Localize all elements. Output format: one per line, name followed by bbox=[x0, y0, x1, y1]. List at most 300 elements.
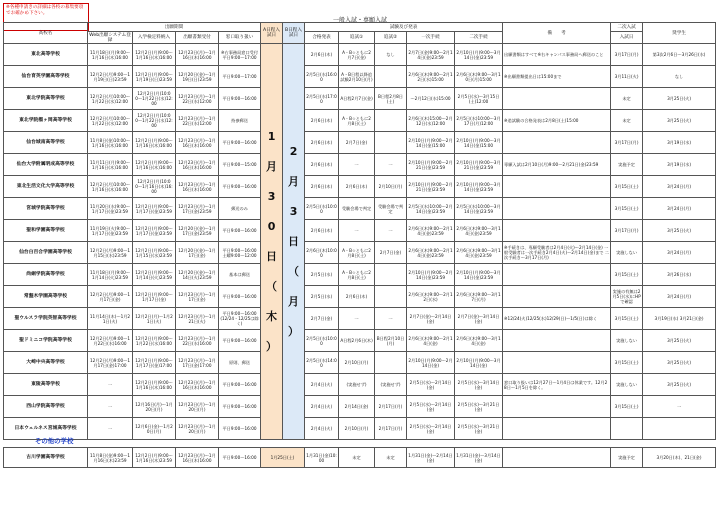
second-exam-day: 3月15日(土) bbox=[611, 264, 643, 286]
second-exam-day: 3月17日(月) bbox=[611, 220, 643, 242]
header-first: 一次手続 bbox=[407, 32, 455, 44]
first-procedure: 2月10日(月)9:00〜2月14日(金)23:59 bbox=[407, 264, 455, 286]
second-procedure: 2月6日(木)9:00〜3月14日(金) bbox=[455, 330, 503, 352]
table-row bbox=[4, 198, 716, 220]
remarks bbox=[503, 132, 611, 154]
exam-date: 1月25日(土) bbox=[261, 448, 305, 468]
table-body bbox=[4, 44, 716, 440]
window-hours: 平日9:00〜16:00 bbox=[219, 176, 261, 198]
first-procedure: 2月7日(金)〜2月14日(金) bbox=[407, 308, 455, 330]
header-web: Web出願システム登録 bbox=[89, 32, 131, 43]
remarks: ※追試験の合格発表は2月8日(土)15:00 bbox=[503, 110, 611, 132]
second-exam-day: 3月17日(月) bbox=[611, 132, 643, 154]
scholarship: 3月25日(火) bbox=[643, 374, 716, 396]
table-row bbox=[4, 44, 716, 66]
second-procedure: 2月6日(木)9:00〜3月14日(金)23:59 bbox=[455, 242, 503, 264]
second-exam-day: 3月15日(土) bbox=[611, 352, 643, 374]
school-name: 仙台大学附属明成高等学校 bbox=[4, 154, 88, 176]
docs-reception: 12月23日(月)〜1月16日(木)16:00 bbox=[176, 44, 219, 66]
add-exam-2: 一 bbox=[375, 220, 407, 242]
header-result: 合格発表 bbox=[305, 32, 339, 44]
add-exam-2: 受験会場で判定 bbox=[375, 198, 407, 220]
window-hours: 持参郵送 bbox=[219, 110, 261, 132]
first-procedure: 2月6日(木)9:00〜2月14日(金) bbox=[407, 330, 455, 352]
header-add1: 追試① bbox=[339, 32, 375, 44]
add-exam-2 bbox=[375, 66, 407, 88]
web-registration: 11月18日(月)9:00〜1月14日(火)23:59 bbox=[88, 264, 133, 286]
school-name: 東陵高等学校 bbox=[4, 374, 88, 396]
b-day-char: 2 bbox=[289, 144, 298, 158]
add-exam-1: 一 bbox=[339, 308, 375, 330]
web-registration: 一 bbox=[88, 374, 133, 396]
remarks bbox=[503, 88, 611, 110]
header-exam-group: 試験及び発表 bbox=[305, 23, 503, 32]
a-day-char: 0 bbox=[267, 219, 276, 233]
window-hours: 平日9:00〜16:00 土曜9:00〜12:00 bbox=[219, 242, 261, 264]
header-remarks: 備 考 bbox=[503, 23, 611, 44]
docs-reception: 12月23日(月)〜1月16日(木)16:00 bbox=[176, 374, 219, 396]
second-exam-day: 3月15日(土) bbox=[611, 396, 643, 418]
a-day-char: 3 bbox=[267, 189, 276, 203]
school-name: 東北学院榴ヶ岡高等学校 bbox=[4, 110, 88, 132]
add-exam-1: A・B☆ともに2月8日(土) bbox=[339, 110, 375, 132]
web-registration: 12月2日(月)10:00〜1月16日(木)16:00 bbox=[88, 176, 133, 198]
first-procedure: 2月5日(水)〜2月14日(金) bbox=[407, 396, 455, 418]
exam-fee: 12月2日(月)9:00〜1月16日(木)16:00 bbox=[133, 132, 176, 154]
remarks bbox=[503, 448, 611, 468]
add-exam-1: A・B日程以降追試験2月10日(月) bbox=[339, 66, 375, 88]
add-exam-1: 受験会場で判定 bbox=[339, 198, 375, 220]
first-procedure: 2月6日(木)15:00〜2月12日(水)12:00 bbox=[407, 110, 455, 132]
second-procedure: 2月10日(月)9:00〜3月21日(金)23:59 bbox=[455, 154, 503, 176]
scholarship: 3月26日(水) bbox=[643, 264, 716, 286]
second-exam-day: 実施予定 bbox=[611, 448, 643, 468]
school-name: 聖ドミニコ学院高等学校 bbox=[4, 330, 88, 352]
add-exam-2: 2月7日(金) bbox=[375, 242, 407, 264]
exam-fee: 12月2日(月)9:00〜1月17日(金)23:59 bbox=[133, 220, 176, 242]
second-procedure: 2月10日(月)9:00〜3月14日(金)23:59 bbox=[455, 264, 503, 286]
docs-reception: 12月23日(月)〜1月21日(火) bbox=[176, 308, 219, 330]
school-name: 東北学院高等学校 bbox=[4, 88, 88, 110]
result-date: 2月7日(金) bbox=[305, 308, 339, 330]
scholarship: 3月24日(月) bbox=[643, 176, 716, 198]
remarks bbox=[503, 176, 611, 198]
web-registration: 11月11日(月)9:00〜1月16日(木)16:00 bbox=[88, 154, 133, 176]
scholarship: 3月25日(火) bbox=[643, 88, 716, 110]
docs-reception: 12月23日(月)〜1月22日(水)12:00 bbox=[176, 88, 219, 110]
school-name: 仙台城南高等学校 bbox=[4, 132, 88, 154]
second-procedure: 2月6日(木)9:00〜3月14日(金)23:59 bbox=[455, 220, 503, 242]
second-exam-day: 3月17日(月) bbox=[611, 44, 643, 66]
add-exam-1: 2月7日(金) bbox=[339, 132, 375, 154]
docs-reception: 12月20日(金)〜1月17日(金)23:59 bbox=[176, 220, 219, 242]
add-exam-2 bbox=[375, 132, 407, 154]
add-exam-1: (実施せず) bbox=[339, 374, 375, 396]
window-hours: 平日9:00〜16:00 bbox=[219, 330, 261, 352]
header-a-day: A日程入試日 bbox=[261, 23, 283, 44]
notice-box: ※各種申請きの詳細は各校の募集要項でお確かめ下さい。 bbox=[3, 3, 89, 31]
school-name: 常盤木学園高等学校 bbox=[4, 286, 88, 308]
web-registration: 一 bbox=[88, 396, 133, 418]
table-row bbox=[4, 330, 716, 352]
second-procedure: 2月10日(月)9:00〜3月14日(金)23:59 bbox=[455, 44, 503, 66]
scholarship: なし bbox=[643, 66, 716, 88]
exam-fee: 12月2日(月)9:00〜1月16日(木)16:00 bbox=[133, 374, 176, 396]
add-exam-2 bbox=[375, 264, 407, 286]
table-row bbox=[4, 154, 716, 176]
add-exam-2: 2月17日(月) bbox=[375, 418, 407, 440]
table-row bbox=[4, 242, 716, 264]
first-procedure: 2月6日(木)9:00〜2月14日(金)23:59 bbox=[407, 220, 455, 242]
main-title: 一般入試・専願入試 bbox=[332, 17, 387, 24]
exam-fee: 12月2日(月)〜1月21日(火) bbox=[133, 308, 176, 330]
header-second-exam-day: 入試日 bbox=[611, 32, 643, 44]
second-procedure: 2月5日(水)〜3月15日(土)12:00 bbox=[455, 88, 503, 110]
table-row bbox=[4, 110, 716, 132]
window-hours: 平日9:00〜16:00 bbox=[219, 286, 261, 308]
window-hours: 郵送のみ bbox=[219, 198, 261, 220]
a-day-char: 月 bbox=[266, 159, 278, 173]
b-day-char: （ bbox=[288, 264, 300, 278]
scholarship: 3月25日(火) bbox=[643, 352, 716, 374]
add-exam-1: A・B☆ともに2月7日(金) bbox=[339, 44, 375, 66]
add-exam-1: 2月6日(木) bbox=[339, 286, 375, 308]
scholarship: 3月24日(月) bbox=[643, 198, 716, 220]
add-exam-2 bbox=[375, 286, 407, 308]
remarks bbox=[503, 198, 611, 220]
table-row bbox=[4, 448, 716, 468]
table-row bbox=[4, 66, 716, 88]
exam-fee: 12月2日(月)9:00〜1月16日(木)23:59 bbox=[133, 448, 176, 468]
add-exam-1: 一 bbox=[339, 220, 375, 242]
second-exam-day: 実施しない bbox=[611, 374, 643, 396]
table-row bbox=[4, 374, 716, 396]
result-date: 2月6日(木) bbox=[305, 220, 339, 242]
other-schools-table bbox=[3, 447, 716, 468]
school-name: 古川学園高等学校 bbox=[4, 448, 88, 468]
first-procedure: 2月10日(月)9:00〜2月21日(金)23:59 bbox=[407, 154, 455, 176]
scholarship: 3月25日(火) bbox=[643, 220, 716, 242]
window-hours: 平日9:00〜17:00 bbox=[219, 66, 261, 88]
remarks: ※出願書類提出日は15:00まで bbox=[503, 66, 611, 88]
header-docs: 出願書類受付 bbox=[176, 32, 219, 44]
header-school: 高校名 bbox=[4, 23, 88, 44]
b-day-char: 日 bbox=[288, 234, 300, 248]
a-day-char: 1 bbox=[267, 129, 276, 143]
table-row bbox=[4, 132, 716, 154]
add-exam-1: 未定 bbox=[339, 448, 375, 468]
first-procedure: 〜2月12日(水)15:00 bbox=[407, 88, 455, 110]
exam-fee: 12月2日(月)9:00〜1月19日(日)23:59 bbox=[133, 66, 176, 88]
docs-reception: 12月23日(月)〜1月20日(月) bbox=[176, 418, 219, 440]
add-exam-1: 2月6日(木) bbox=[339, 176, 375, 198]
add-exam-1: A・B☆ともに2月8日(土) bbox=[339, 264, 375, 286]
school-name: 東北生活文化大学高等学校 bbox=[4, 176, 88, 198]
result-date: 2月4日(火) bbox=[305, 374, 339, 396]
remarks bbox=[503, 352, 611, 374]
exam-fee: 12月2日(月)9:00〜1月14日(火)23:59 bbox=[133, 264, 176, 286]
scholarship: 3月20日(木)、21日(金) bbox=[643, 448, 716, 468]
docs-reception: 12月23日(月)〜1月17日(金)23:59 bbox=[176, 198, 219, 220]
docs-reception: 12月23日(月)〜1月16日(木)16:00 bbox=[176, 154, 219, 176]
second-procedure: 2月5日(水)〜3月21日(金) bbox=[455, 418, 503, 440]
exam-fee: 12月6日(金)〜1月20日(月) bbox=[133, 418, 176, 440]
second-procedure: 2月5日(水)10:00〜3月17日(月)12:00 bbox=[455, 110, 503, 132]
result-date: 2月6日(木) bbox=[305, 154, 339, 176]
b-day-vertical bbox=[283, 44, 305, 440]
exam-fee: 12月2日(月)9:00〜1月17日(金) bbox=[133, 286, 176, 308]
web-registration: 12月2日(月)10:00〜1月22日(水)12:00 bbox=[88, 110, 133, 132]
web-registration: 一 bbox=[88, 418, 133, 440]
scholarship: 3月19日(水) bbox=[643, 154, 716, 176]
add-exam-1: A日程2月7日(金) bbox=[339, 88, 375, 110]
b-day-char: 月 bbox=[288, 174, 300, 188]
a-day-char: 日 bbox=[266, 249, 278, 263]
window-hours: 平日9:00〜16:00 bbox=[219, 88, 261, 110]
result-date: 2月6日(木) bbox=[305, 176, 339, 198]
scholarship: 3月24日(月) bbox=[643, 242, 716, 264]
scholarship: 3月19日(水) 3月21日(金) bbox=[643, 308, 716, 330]
add-exam-1: 2月14日(金) bbox=[339, 396, 375, 418]
first-procedure: 1月31日(金)〜2月14日(金) bbox=[407, 448, 455, 468]
web-registration: 12月2日(月)9:00〜1月17日(金)17:00 bbox=[88, 352, 133, 374]
second-exam-day: 3月15日(土) bbox=[611, 308, 643, 330]
result-date: 2月6日(木)10:00 bbox=[305, 242, 339, 264]
header-window: 窓口取り扱い bbox=[219, 32, 261, 44]
remarks bbox=[503, 286, 611, 308]
remarks bbox=[503, 418, 611, 440]
school-name: 宮城学院高等学校 bbox=[4, 198, 88, 220]
scholarship: 第3次2月6日〜3月26日(水) bbox=[643, 44, 716, 66]
web-registration: 12月2日(月)10:00〜1月22日(水)12:00 bbox=[88, 88, 133, 110]
window-hours: 平日9:00〜16:00 bbox=[219, 374, 261, 396]
result-date: 2月5日(水)10:00 bbox=[305, 198, 339, 220]
exam-fee: 12月2日(月)9:00〜1月17日(金)23:59 bbox=[133, 198, 176, 220]
table-row bbox=[4, 88, 716, 110]
window-hours: 基本は郵送 bbox=[219, 264, 261, 286]
docs-reception: 12月23日(月)〜1月17日(金) bbox=[176, 286, 219, 308]
result-date: 2月6日(木) bbox=[305, 110, 339, 132]
docs-reception: 12月23日(月)〜1月16日(木)16:00 bbox=[176, 176, 219, 198]
window-hours: 平日9:00〜16:00 bbox=[219, 448, 261, 468]
first-procedure: 2月10日(月)9:00〜2月14日(金) bbox=[407, 352, 455, 374]
add-exam-2: 一 bbox=[375, 308, 407, 330]
add-exam-2: 2月17日(月) bbox=[375, 396, 407, 418]
docs-reception: 12月23日(月)〜1月16日(木)16:00 bbox=[176, 448, 219, 468]
exam-fee: 12月2日(月)9:00〜1月16日(木)16:00 bbox=[133, 44, 176, 66]
docs-reception: 12月23日(月)〜1月22日(水)12:00 bbox=[176, 110, 219, 132]
add-exam-1: A日程2月6日(木) bbox=[339, 330, 375, 352]
scholarship: 3月25日(火) bbox=[643, 110, 716, 132]
first-procedure: 2月5日(水)〜2月14日(金) bbox=[407, 374, 455, 396]
school-name: 聖ウルスラ学院英智高等学校 bbox=[4, 308, 88, 330]
scholarship: 一 bbox=[643, 396, 716, 418]
docs-reception: 12月23日(月)〜1月17日(金)17:00 bbox=[176, 352, 219, 374]
header-application-period: 出願期間 bbox=[88, 23, 261, 32]
a-day-vertical bbox=[261, 44, 283, 440]
result-date: 2月5日(水) bbox=[305, 286, 339, 308]
web-registration: 12月2日(月)9:00〜1月15日(水)23:59 bbox=[88, 242, 133, 264]
web-registration: 11月8日(金)10:00〜1月16日(木)16:00 bbox=[88, 132, 133, 154]
docs-reception: 12月20日(金)〜1月17日(金) bbox=[176, 242, 219, 264]
second-procedure: 2月10日(月)9:00〜3月14日(金)23:59 bbox=[455, 176, 503, 198]
docs-reception: 12月23日(月)〜1月20日(月) bbox=[176, 396, 219, 418]
window-hours: 平日9:00〜16:00 (12/24・12/25は除く) bbox=[219, 308, 261, 330]
second-procedure: 2月5日(水)10:00〜3月14日(金)23:59 bbox=[455, 198, 503, 220]
exam-fee: 12月2日(月)9:00〜1月15日(水)23:59 bbox=[133, 242, 176, 264]
second-exam-day: 実施予定 bbox=[611, 154, 643, 176]
second-procedure: 2月7日(金)〜3月14日(金) bbox=[455, 308, 503, 330]
add-exam-1: 2月10日(月) bbox=[339, 418, 375, 440]
exam-fee: 12月2日(月)10:00〜1月22日(水)12:00 bbox=[133, 88, 176, 110]
scholarship: 3月19日(水) bbox=[643, 132, 716, 154]
b-day-char: 月 bbox=[288, 294, 300, 308]
school-name: 日本ウェルネス宮城高等学校 bbox=[4, 418, 88, 440]
a-day-char: 木 bbox=[266, 309, 278, 323]
web-registration: 11月20日(水)9:00〜1月17日(金)23:59 bbox=[88, 198, 133, 220]
window-hours: ※右事務局窓口受付 平日9:00〜17:00 bbox=[219, 44, 261, 66]
table-row bbox=[4, 220, 716, 242]
school-name: 大崎中央高等学校 bbox=[4, 352, 88, 374]
result-date: 2月5日(水)14:00 bbox=[305, 352, 339, 374]
second-procedure: 2月10日(月)9:00〜3月14日(金)15:00 bbox=[455, 132, 503, 154]
exam-fee: 12月2日(月)9:00〜1月22日(水)16:00 bbox=[133, 330, 176, 352]
second-exam-day: 未定 bbox=[611, 110, 643, 132]
add-exam-1: A・B☆ともに2月8日(土) bbox=[339, 242, 375, 264]
a-day-char: ） bbox=[266, 339, 278, 353]
first-procedure: 2月10日(月)9:00〜2月14日(金)15:00 bbox=[407, 132, 455, 154]
school-name: 仙台育英学園高等学校 bbox=[4, 66, 88, 88]
remarks bbox=[503, 264, 611, 286]
result-date: 2月5日(水)10:00 bbox=[305, 330, 339, 352]
schedule-table bbox=[3, 22, 716, 440]
add-exam-2: (実施せず) bbox=[375, 374, 407, 396]
header-scholarship: 奨学生 bbox=[643, 23, 716, 44]
docs-reception: 12月23日(月)〜1月22日(水)16:00 bbox=[176, 330, 219, 352]
exam-fee: 12月2日(月)10:00〜1月16日(木)16:00 bbox=[133, 176, 176, 198]
first-procedure: 2月7日(金)9:00〜2月14日(金)23:59 bbox=[407, 44, 455, 66]
remarks bbox=[503, 396, 611, 418]
header-second: 二次手続 bbox=[455, 32, 503, 44]
web-registration: 12月2日(月)9:00〜1月17日(金) bbox=[88, 286, 133, 308]
docs-reception: 12月20日(金)〜1月19日(日)23:59 bbox=[176, 66, 219, 88]
header-b-day: B日程入試日 bbox=[283, 23, 305, 44]
result-date: 2月4日(火) bbox=[305, 396, 339, 418]
school-name: 尚絅学院高等学校 bbox=[4, 264, 88, 286]
web-registration: 11月18日(月)9:00〜1月16日(木)16:00 bbox=[88, 44, 133, 66]
second-exam-day: 3月15日(土) bbox=[611, 176, 643, 198]
exam-fee: 12月16日(月)〜1月20日(月) bbox=[133, 396, 176, 418]
exam-fee: 12月2日(月)10:00〜1月22日(水)12:00 bbox=[133, 110, 176, 132]
second-procedure: 2月5日(水)〜3月14日(金) bbox=[455, 374, 503, 396]
remarks: ※12/24(火)12/25(水)12/29(日)〜1/5(日)は除く bbox=[503, 308, 611, 330]
table-row bbox=[4, 418, 716, 440]
table-row bbox=[4, 264, 716, 286]
second-procedure: 2月6日(木)9:00〜3月17日(月) bbox=[455, 286, 503, 308]
first-procedure: 2月6日(木)9:00〜2月12日(水)15:00 bbox=[407, 66, 455, 88]
a-day-char: （ bbox=[266, 279, 278, 293]
second-exam-day bbox=[611, 418, 643, 440]
table-row bbox=[4, 396, 716, 418]
scholarship: 3月25日(火) bbox=[643, 330, 716, 352]
window-hours: 平日9:00〜16:00 bbox=[219, 418, 261, 440]
school-name: 聖和学園高等学校 bbox=[4, 220, 88, 242]
header-second-exam: 二次入試 bbox=[611, 23, 643, 32]
first-procedure: 2月5日(水)〜2月14日(金) bbox=[407, 418, 455, 440]
result-date: 1月31日(金)10:00 bbox=[305, 448, 339, 468]
window-hours: 平日9:00〜15:00 bbox=[219, 154, 261, 176]
b-day-char: ） bbox=[288, 324, 300, 338]
add-exam-2 bbox=[375, 352, 407, 374]
second-procedure: 2月5日(水)〜3月21日(金) bbox=[455, 396, 503, 418]
add-exam-2: なし bbox=[375, 44, 407, 66]
result-date: 2月6日(木) bbox=[305, 44, 339, 66]
web-registration: 12月2日(月)9:00〜1月22日(水)16:00 bbox=[88, 330, 133, 352]
docs-reception: 12月23日(月)〜1月16日(木)16:00 bbox=[176, 132, 219, 154]
add-exam-2: 未定 bbox=[375, 448, 407, 468]
school-name: 東北高等学校 bbox=[4, 44, 88, 66]
web-registration: 12月2日(月)9:00〜1月19日(日)23:59 bbox=[88, 66, 133, 88]
exam-fee: 12月2日(月)9:00〜1月17日(金)17:00 bbox=[133, 352, 176, 374]
second-exam-day: 実施しない bbox=[611, 330, 643, 352]
window-hours: 平日9:00〜16:00 bbox=[219, 396, 261, 418]
second-exam-day: 実施しない bbox=[611, 242, 643, 264]
result-date: 2月5日(水)17:00 bbox=[305, 88, 339, 110]
window-hours: 平日9:00〜16:00 bbox=[219, 132, 261, 154]
second-exam-day: 3月11日(火) bbox=[611, 66, 643, 88]
table-row bbox=[4, 308, 716, 330]
docs-reception: 12月20日(金)〜1月14日(火)23:59 bbox=[176, 264, 219, 286]
result-date: 2月5日(水)16:00 bbox=[305, 66, 339, 88]
remarks: 出願書類はすべて※右キャンパス事務局へ郵送のこと bbox=[503, 44, 611, 66]
result-date: 2月4日(火) bbox=[305, 418, 339, 440]
add-exam-1: 2月10日(月) bbox=[339, 352, 375, 374]
first-procedure: 2月5日(水)10:00〜2月14日(金)23:59 bbox=[407, 198, 455, 220]
exam-fee: 12月2日(月)9:00〜1月16日(木)16:00 bbox=[133, 154, 176, 176]
header-add2: 追試② bbox=[375, 32, 407, 44]
remarks bbox=[503, 220, 611, 242]
second-exam-day: 未定 bbox=[611, 88, 643, 110]
window-hours: 原則、郵送 bbox=[219, 352, 261, 374]
school-name: 西山学院高等学校 bbox=[4, 396, 88, 418]
add-exam-1: 一 bbox=[339, 154, 375, 176]
remarks bbox=[503, 330, 611, 352]
web-registration: 11月8日(金)9:00〜1月16日(木)23:59 bbox=[88, 448, 133, 468]
second-exam-day: 3月15日(土) bbox=[611, 198, 643, 220]
web-registration: 11月14日(木)〜1月21日(火) bbox=[88, 308, 133, 330]
add-exam-2: 一 bbox=[375, 154, 407, 176]
remarks: 専願入試は2月10日(月)9:00〜2月21日(金)23:59 bbox=[503, 154, 611, 176]
add-exam-2: B日程2月8日(土) bbox=[375, 88, 407, 110]
add-exam-2 bbox=[375, 110, 407, 132]
result-date: 2月5日(水) bbox=[305, 264, 339, 286]
add-exam-2: 2月10日(月) bbox=[375, 176, 407, 198]
first-procedure: 2月6日(木)9:00〜2月14日(金)23:59 bbox=[407, 242, 455, 264]
second-exam-day: 実施の有無は2月5日(水)にHPで確認 bbox=[611, 286, 643, 308]
scholarship bbox=[643, 418, 716, 440]
remarks: 窓口取り扱いは12月27日〜1月4日は休業です。12月28日〜1月5日を除く。 bbox=[503, 374, 611, 396]
window-hours: 平日9:00〜16:00 bbox=[219, 220, 261, 242]
remarks: ※手続きは、専願受験者は2月4日(火)〜2月14日(金) 一般受験者は一次手続き2月4日(火)〜2月14日(金)まで 二次手続き〜3月17日(月) bbox=[503, 242, 611, 264]
second-procedure: 1月31日(金)〜3月14日(金) bbox=[455, 448, 503, 468]
other-schools-heading: その他の学校 bbox=[35, 437, 74, 445]
table-row bbox=[4, 176, 716, 198]
result-date: 2月6日(木) bbox=[305, 132, 339, 154]
header-fee: 入学検定料納入 bbox=[133, 32, 176, 44]
b-day-char: 3 bbox=[289, 204, 298, 218]
first-procedure: 2月10日(月)9:00〜2月21日(金)23:59 bbox=[407, 176, 455, 198]
scholarship: 3月24日(月) bbox=[643, 286, 716, 308]
